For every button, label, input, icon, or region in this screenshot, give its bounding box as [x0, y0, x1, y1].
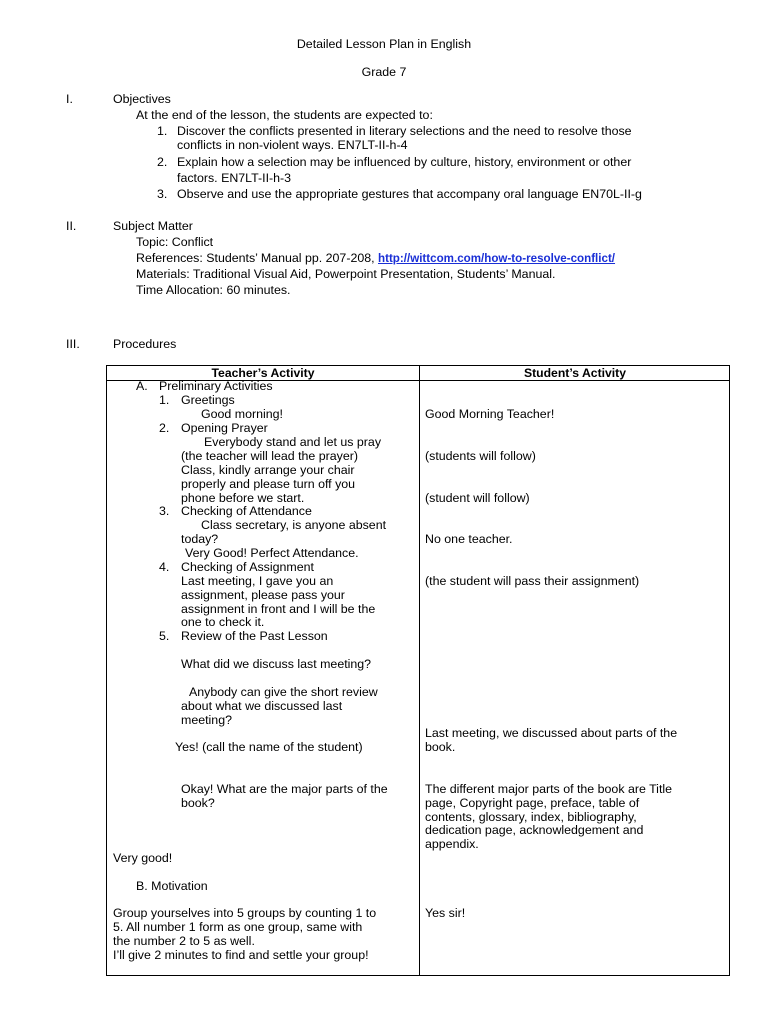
section-heading-procedures: Procedures — [113, 337, 177, 351]
step-number: 3. — [159, 504, 170, 518]
section-heading-subject-matter: Subject Matter — [113, 219, 193, 233]
section-numeral-procedures: III. — [66, 337, 80, 351]
step-number: 1. — [159, 393, 170, 407]
teacher-line: Everybody stand and let us pray — [204, 435, 382, 449]
teacher-line: I’ll give 2 minutes to find and settle your group! — [113, 948, 369, 962]
document-title: Detailed Lesson Plan in English — [296, 37, 472, 51]
column-header-teacher: Teacher’s Activity — [211, 366, 315, 380]
procedures-table — [106, 365, 730, 976]
step-number: 4. — [159, 560, 170, 574]
teacher-line: Class, kindly arrange your chair — [181, 463, 355, 477]
teacher-line: phone before we start. — [181, 491, 305, 505]
teacher-line: Anybody can give the short review — [189, 685, 378, 699]
student-line: page, Copyright page, preface, table of — [425, 796, 640, 810]
step-title: Greetings — [181, 393, 235, 407]
student-line: book. — [425, 740, 456, 754]
column-header-student: Student’s Activity — [523, 366, 627, 380]
teacher-line: meeting? — [181, 713, 232, 727]
teacher-line: Very good! — [113, 851, 173, 865]
teacher-line: Good morning! — [201, 407, 283, 421]
teacher-line: about what we discussed last — [181, 699, 343, 713]
section-heading-objectives: Objectives — [113, 92, 171, 106]
teacher-line: Group yourselves into 5 groups by counting 1 to — [113, 906, 377, 920]
references-text: References: Students’ Manual pp. 207-208, — [136, 251, 378, 265]
objectives-intro: At the end of the lesson, the students are expected to: — [136, 108, 433, 122]
teacher-line: 5. All number 1 form as one group, same with — [113, 920, 363, 934]
step-title: Checking of Attendance — [181, 504, 312, 518]
step-title: Opening Prayer — [181, 421, 268, 435]
objective-number: 1. — [157, 124, 168, 138]
objective-text: Discover the conflicts presented in literary selections and the need to resolve those — [177, 124, 632, 138]
teacher-line: Okay! What are the major parts of the — [181, 782, 388, 796]
teacher-line: the number 2 to 5 as well. — [113, 934, 255, 948]
subsection-title: B. Motivation — [136, 879, 208, 893]
step-title: Review of the Past Lesson — [181, 629, 328, 643]
teacher-line: today? — [181, 532, 219, 546]
topic-line: Topic: Conflict — [136, 235, 214, 249]
section-numeral-objectives: I. — [66, 92, 73, 106]
student-line: appendix. — [425, 837, 479, 851]
student-line: dedication page, acknowledgement and — [425, 823, 644, 837]
references-link[interactable]: http://wittcom.com/how-to-resolve-conflict/ — [378, 252, 616, 265]
student-line: (student will follow) — [425, 491, 530, 505]
teacher-line: Last meeting, I gave you an — [181, 574, 334, 588]
subsection-title: Preliminary Activities — [159, 379, 273, 393]
teacher-line: Very Good! Perfect Attendance. — [185, 546, 359, 560]
objective-text: Observe and use the appropriate gestures that accompany oral language EN70L-II-g — [177, 187, 642, 201]
teacher-line: properly and please turn off you — [181, 477, 356, 491]
section-numeral-subject-matter: II. — [66, 219, 77, 233]
references-line — [136, 252, 615, 266]
student-line: Last meeting, we discussed about parts of the — [425, 726, 678, 740]
student-line: (students will follow) — [425, 449, 536, 463]
teacher-line: assignment in front and I will be the — [181, 602, 376, 616]
student-line: Good Morning Teacher! — [425, 407, 555, 421]
grade-label: Grade 7 — [361, 65, 407, 79]
subsection-label: A. — [136, 379, 148, 393]
teacher-line: Yes! (call the name of the student) — [175, 740, 363, 754]
student-line: Yes sir! — [425, 906, 466, 920]
step-number: 5. — [159, 629, 170, 643]
student-line: The different major parts of the book are Title — [425, 782, 673, 796]
teacher-line: What did we discuss last meeting? — [181, 657, 372, 671]
teacher-line: (the teacher will lead the prayer) — [181, 449, 358, 463]
time-allocation-line: Time Allocation: 60 minutes. — [136, 283, 291, 297]
teacher-line: assignment, please pass your — [181, 588, 345, 602]
objective-text: conflicts in non-violent ways. EN7LT-II-h-4 — [177, 138, 408, 152]
teacher-line: book? — [181, 796, 215, 810]
table-column-divider — [419, 366, 420, 975]
teacher-line: one to check it. — [181, 615, 265, 629]
student-line: (the student will pass their assignment) — [425, 574, 640, 588]
student-line: No one teacher. — [425, 532, 513, 546]
student-line: contents, glossary, index, bibliography, — [425, 810, 637, 824]
step-title: Checking of Assignment — [181, 560, 314, 574]
step-number: 2. — [159, 421, 170, 435]
objective-number: 2. — [157, 155, 168, 169]
objective-text: factors. EN7LT-II-h-3 — [177, 171, 292, 185]
objective-number: 3. — [157, 187, 168, 201]
objective-text: Explain how a selection may be influenced by culture, history, environment or other — [177, 155, 632, 169]
materials-line: Materials: Traditional Visual Aid, Powerpoint Presentation, Students’ Manual. — [136, 267, 556, 281]
teacher-line: Class secretary, is anyone absent — [201, 518, 387, 532]
